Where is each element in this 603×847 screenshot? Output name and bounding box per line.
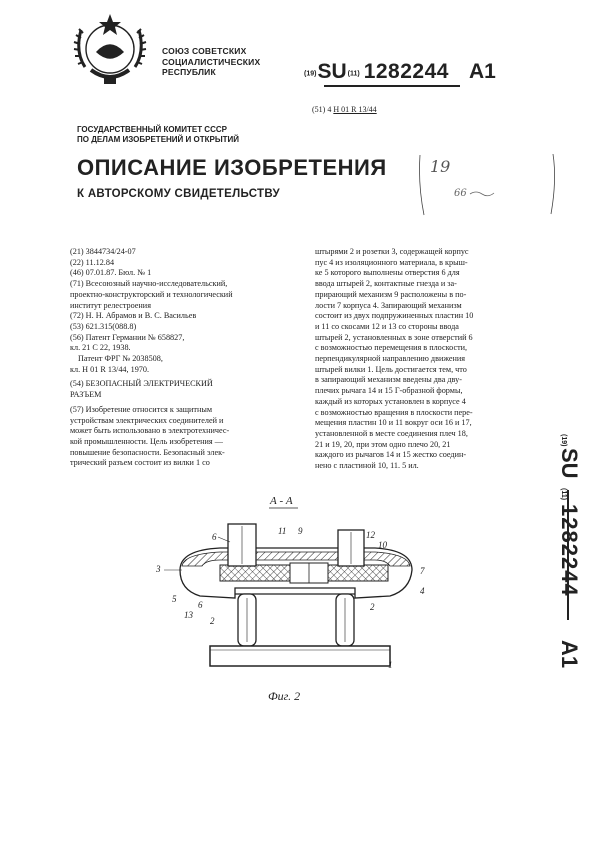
part-label: 10	[378, 540, 387, 550]
right-column	[315, 247, 547, 472]
abstract-line: повышение безопасности. Безопасный элек-	[70, 447, 225, 457]
biblio-line: (71) Всесоюзный научно-исследовательский,	[70, 279, 228, 289]
ipc-class	[312, 105, 377, 114]
document-subtitle: К АВТОРСКОМУ СВИДЕТЕЛЬСТВУ	[77, 188, 280, 200]
abstract-line: трический разъем состоит из вилки 1 со	[70, 458, 210, 468]
part-label: 11	[278, 526, 287, 536]
code-underline	[324, 85, 460, 87]
biblio-line: кл. 21 С 22, 1938.	[70, 343, 131, 353]
abstract-line: ввода штырей 2, контактные гнезда и за-	[315, 279, 457, 289]
ipc-prefix: (51) 4	[312, 105, 332, 114]
abstract-line: лости 7 корпуса 4. Запирающий механизм	[315, 300, 462, 310]
biblio-line: (56) Патент Германии № 658827,	[70, 332, 185, 342]
part-label: 2	[210, 616, 215, 626]
plug-base	[210, 646, 390, 666]
side-number: 1282244	[557, 504, 582, 597]
side-kind: A1	[557, 640, 582, 669]
invention-title: РАЗЪЕМ	[70, 390, 102, 400]
part-label: 1	[388, 660, 393, 670]
side-prefix: (11)	[560, 488, 567, 501]
patent-kind: A1	[468, 60, 496, 83]
left-column	[70, 247, 285, 469]
handwritten-marks	[418, 150, 558, 220]
locking-plate-11	[220, 565, 290, 581]
biblio-line: (46) 07.01.87. Бюл. № 1	[70, 268, 152, 278]
abstract-line: установленной в месте соединения плеч 18,	[315, 428, 468, 438]
abstract-line: ке 5 которого выполнены отверстия 6 для	[315, 268, 460, 278]
abstract-line: и 11 со скосами 12 и 13 со стороны ввода	[315, 321, 459, 331]
state-name	[162, 46, 260, 78]
abstract-line: каждого из рычагов 14 и 15 жестко соедин-	[315, 450, 467, 460]
biblio-line: (72) Н. Н. Абрамов и В. С. Васильев	[70, 311, 197, 321]
abstract-line: с возможностью перемещения в плоскости,	[315, 343, 468, 353]
figure-caption: Фиг. 2	[268, 689, 301, 703]
part-label: 5	[172, 594, 177, 604]
abstract-line: с возможностью вращения в плоскости пере-	[315, 407, 473, 417]
ipc-value: H 01 R 13/44	[333, 105, 377, 114]
abstract-line: (57) Изобретение относится к защитным	[70, 404, 213, 414]
side-patent-code	[548, 430, 588, 760]
biblio-line: Патент ФРГ № 2038508,	[78, 354, 163, 364]
handwritten-mark: 66	[454, 188, 467, 199]
abstract-line: состоит из двух подпружиненных пластин 10	[315, 311, 474, 321]
invention-title: (54) БЕЗОПАСНЫЙ ЭЛЕКТРИЧЕСКИЙ	[70, 379, 213, 389]
part-label: 9	[298, 526, 303, 536]
state-line: СОЦИАЛИСТИЧЕСКИХ	[162, 56, 261, 67]
abstract-line: 21 и 19, 20, при этом одно плечо 20, 21	[315, 439, 451, 449]
part-label: 3	[156, 564, 161, 574]
biblio-line: институт релестроения	[70, 300, 151, 310]
biblio-line: (22) 11.12.84	[70, 257, 115, 267]
part-label: 6	[212, 532, 217, 542]
abstract-line: нено с пластиной 10, 11. 5 ил.	[315, 461, 419, 471]
abstract-line: штырей вилки 1. Цель достигается тем, что	[315, 364, 467, 374]
patent-number: 1282244	[363, 60, 449, 83]
part-label: 12	[366, 530, 375, 540]
abstract-line: прирающий механизм 9 расположены в по-	[315, 289, 467, 299]
code-prefix: (19)	[304, 70, 317, 78]
biblio-line: кл. Н 01 R 13/44, 1970.	[70, 364, 150, 374]
abstract-line: штырями 2 и розетки 3, содержащей корпус	[315, 247, 469, 256]
abstract-line: кой промышленности. Цель изобретения —	[70, 436, 223, 446]
side-country: SU	[557, 448, 582, 479]
biblio-line: (53) 621.315(088.8)	[70, 321, 137, 331]
abstract-line: устройствам электрических соединителей и	[70, 415, 224, 425]
connector-figure	[150, 490, 440, 705]
abstract-line: плечих рычага 14 и 15 Г-образной формы,	[315, 386, 463, 396]
abstract-line: штырей 2, установленных в зоне отверстий 6	[315, 332, 473, 342]
state-line: СОЮЗ СОВЕТСКИХ	[162, 46, 247, 56]
locking-plate-10	[328, 565, 388, 581]
abstract-line: перпендикулярной направлению движения	[315, 354, 466, 364]
number-prefix: (11)	[347, 70, 360, 78]
abstract-line: может быть использовано в электротехничес-	[70, 426, 230, 436]
patent-code	[304, 60, 496, 84]
part-label: 4	[420, 586, 425, 596]
abstract-line: каждый из которых установлен в корпусе 4	[315, 396, 466, 406]
part-label: 2	[370, 602, 375, 612]
committee-line: ГОСУДАРСТВЕННЫЙ КОМИТЕТ СССР	[77, 125, 227, 134]
handwritten-mark: 19	[430, 157, 451, 176]
country-code: SU	[317, 60, 347, 83]
abstract-line: мещения пластин 10 и 11 вокруг оси 16 и 17,	[315, 418, 472, 428]
section-label: А - А	[270, 495, 293, 507]
ussr-emblem-icon	[71, 12, 149, 92]
side-prefix: (19)	[560, 434, 567, 447]
part-label: 7	[420, 566, 425, 576]
biblio-line: проектно-конструкторский и технологический	[70, 289, 233, 299]
biblio-line: (21) 3844734/24-07	[70, 247, 136, 256]
state-committee	[77, 125, 239, 145]
part-label: 13	[184, 610, 193, 620]
abstract-line: пус 4 из изоляционного материала, в крыш-	[315, 257, 468, 267]
document-title: ОПИСАНИЕ ИЗОБРЕТЕНИЯ	[77, 155, 387, 180]
state-line: РЕСПУБЛИК	[162, 67, 216, 77]
part-label: 6	[198, 600, 203, 610]
committee-line: ПО ДЕЛАМ ИЗОБРЕТЕНИЙ И ОТКРЫТИЙ	[77, 135, 240, 144]
abstract-line: в запирающий механизм введены два дву-	[315, 375, 462, 385]
